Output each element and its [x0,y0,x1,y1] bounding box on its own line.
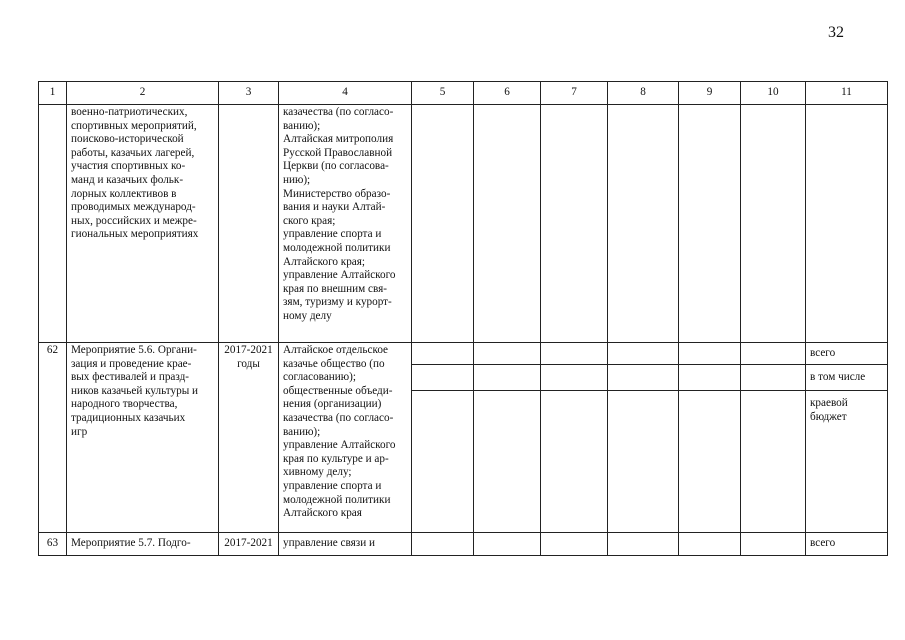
value-cell [412,343,474,365]
value-cell [608,365,679,391]
page-number: 32 [828,24,844,41]
value-cell [679,533,741,556]
column-header: 8 [608,82,679,105]
value-cell [679,391,741,533]
row-number [39,105,67,343]
source-cell [806,105,888,343]
column-header: 9 [679,82,741,105]
period-cell [219,105,279,343]
value-cell [412,391,474,533]
value-cell [541,533,608,556]
value-cell [474,343,541,365]
value-cell [541,391,608,533]
value-cell [741,365,806,391]
value-cell [608,105,679,343]
header-row [39,82,888,105]
value-cell [412,105,474,343]
source-cell: всего [806,533,888,556]
source-cell: в том числе [806,365,888,391]
column-header: 1 [39,82,67,105]
executors-cell: Алтайское отдельское казачье общество (по согласованию); общественные объеди- нения (организации) казачества (по согласо- ванию); управление Алтайского края по культуре и ар- хивному делу; управление спорта и молодежной политики Алтайского края [279,343,412,533]
measure-name: Мероприятие 5.6. Органи- зация и проведение крае- вых фестивалей и празд- ников казачьей культуры и народного творчества, традиционных казачьих игр [67,343,219,533]
period-cell: 2017-2021 [219,533,279,556]
measure-name: Мероприятие 5.7. Подго- [67,533,219,556]
value-cell [412,533,474,556]
value-cell [541,365,608,391]
column-header: 10 [741,82,806,105]
value-cell [741,391,806,533]
column-header: 4 [279,82,412,105]
source-cell: краевой бюджет [806,391,888,533]
value-cell [474,533,541,556]
table-row [39,533,888,556]
column-header: 5 [412,82,474,105]
column-header: 2 [67,82,219,105]
value-cell [741,533,806,556]
executors-cell: казачества (по согласо- ванию); Алтайская митрополия Русской Православной Церкви (по согласова- нию); Министерство образо- вания и науки Алтай- ского края; управление спорта и молодежной политики Алтайского края; управление Алтайского края по внешним свя- зям, туризму и курорт- ному делу [279,105,412,343]
row-number: 63 [39,533,67,556]
value-cell [608,391,679,533]
value-cell [541,343,608,365]
table-row [39,105,888,343]
value-cell [474,365,541,391]
value-cell [679,343,741,365]
column-header: 7 [541,82,608,105]
value-cell [541,105,608,343]
value-cell [412,365,474,391]
value-cell [679,365,741,391]
column-header: 6 [474,82,541,105]
source-cell: всего [806,343,888,365]
value-cell [741,343,806,365]
table-row [39,343,888,365]
value-cell [741,105,806,343]
value-cell [608,343,679,365]
period-cell: 2017-2021 годы [219,343,279,533]
program-table [38,81,888,556]
value-cell [679,105,741,343]
column-header: 11 [806,82,888,105]
value-cell [474,391,541,533]
value-cell [608,533,679,556]
executors-cell: управление связи и [279,533,412,556]
column-header: 3 [219,82,279,105]
measure-name: военно-патриотических, спортивных мероприятий, поисково-исторической работы, казачьих лагерей, участия спортивных ко- манд и казачьих фольк- лорных коллективов в проводимых международ- ных, российских и межре- гиональных мероприятиях [67,105,219,343]
value-cell [474,105,541,343]
row-number: 62 [39,343,67,533]
